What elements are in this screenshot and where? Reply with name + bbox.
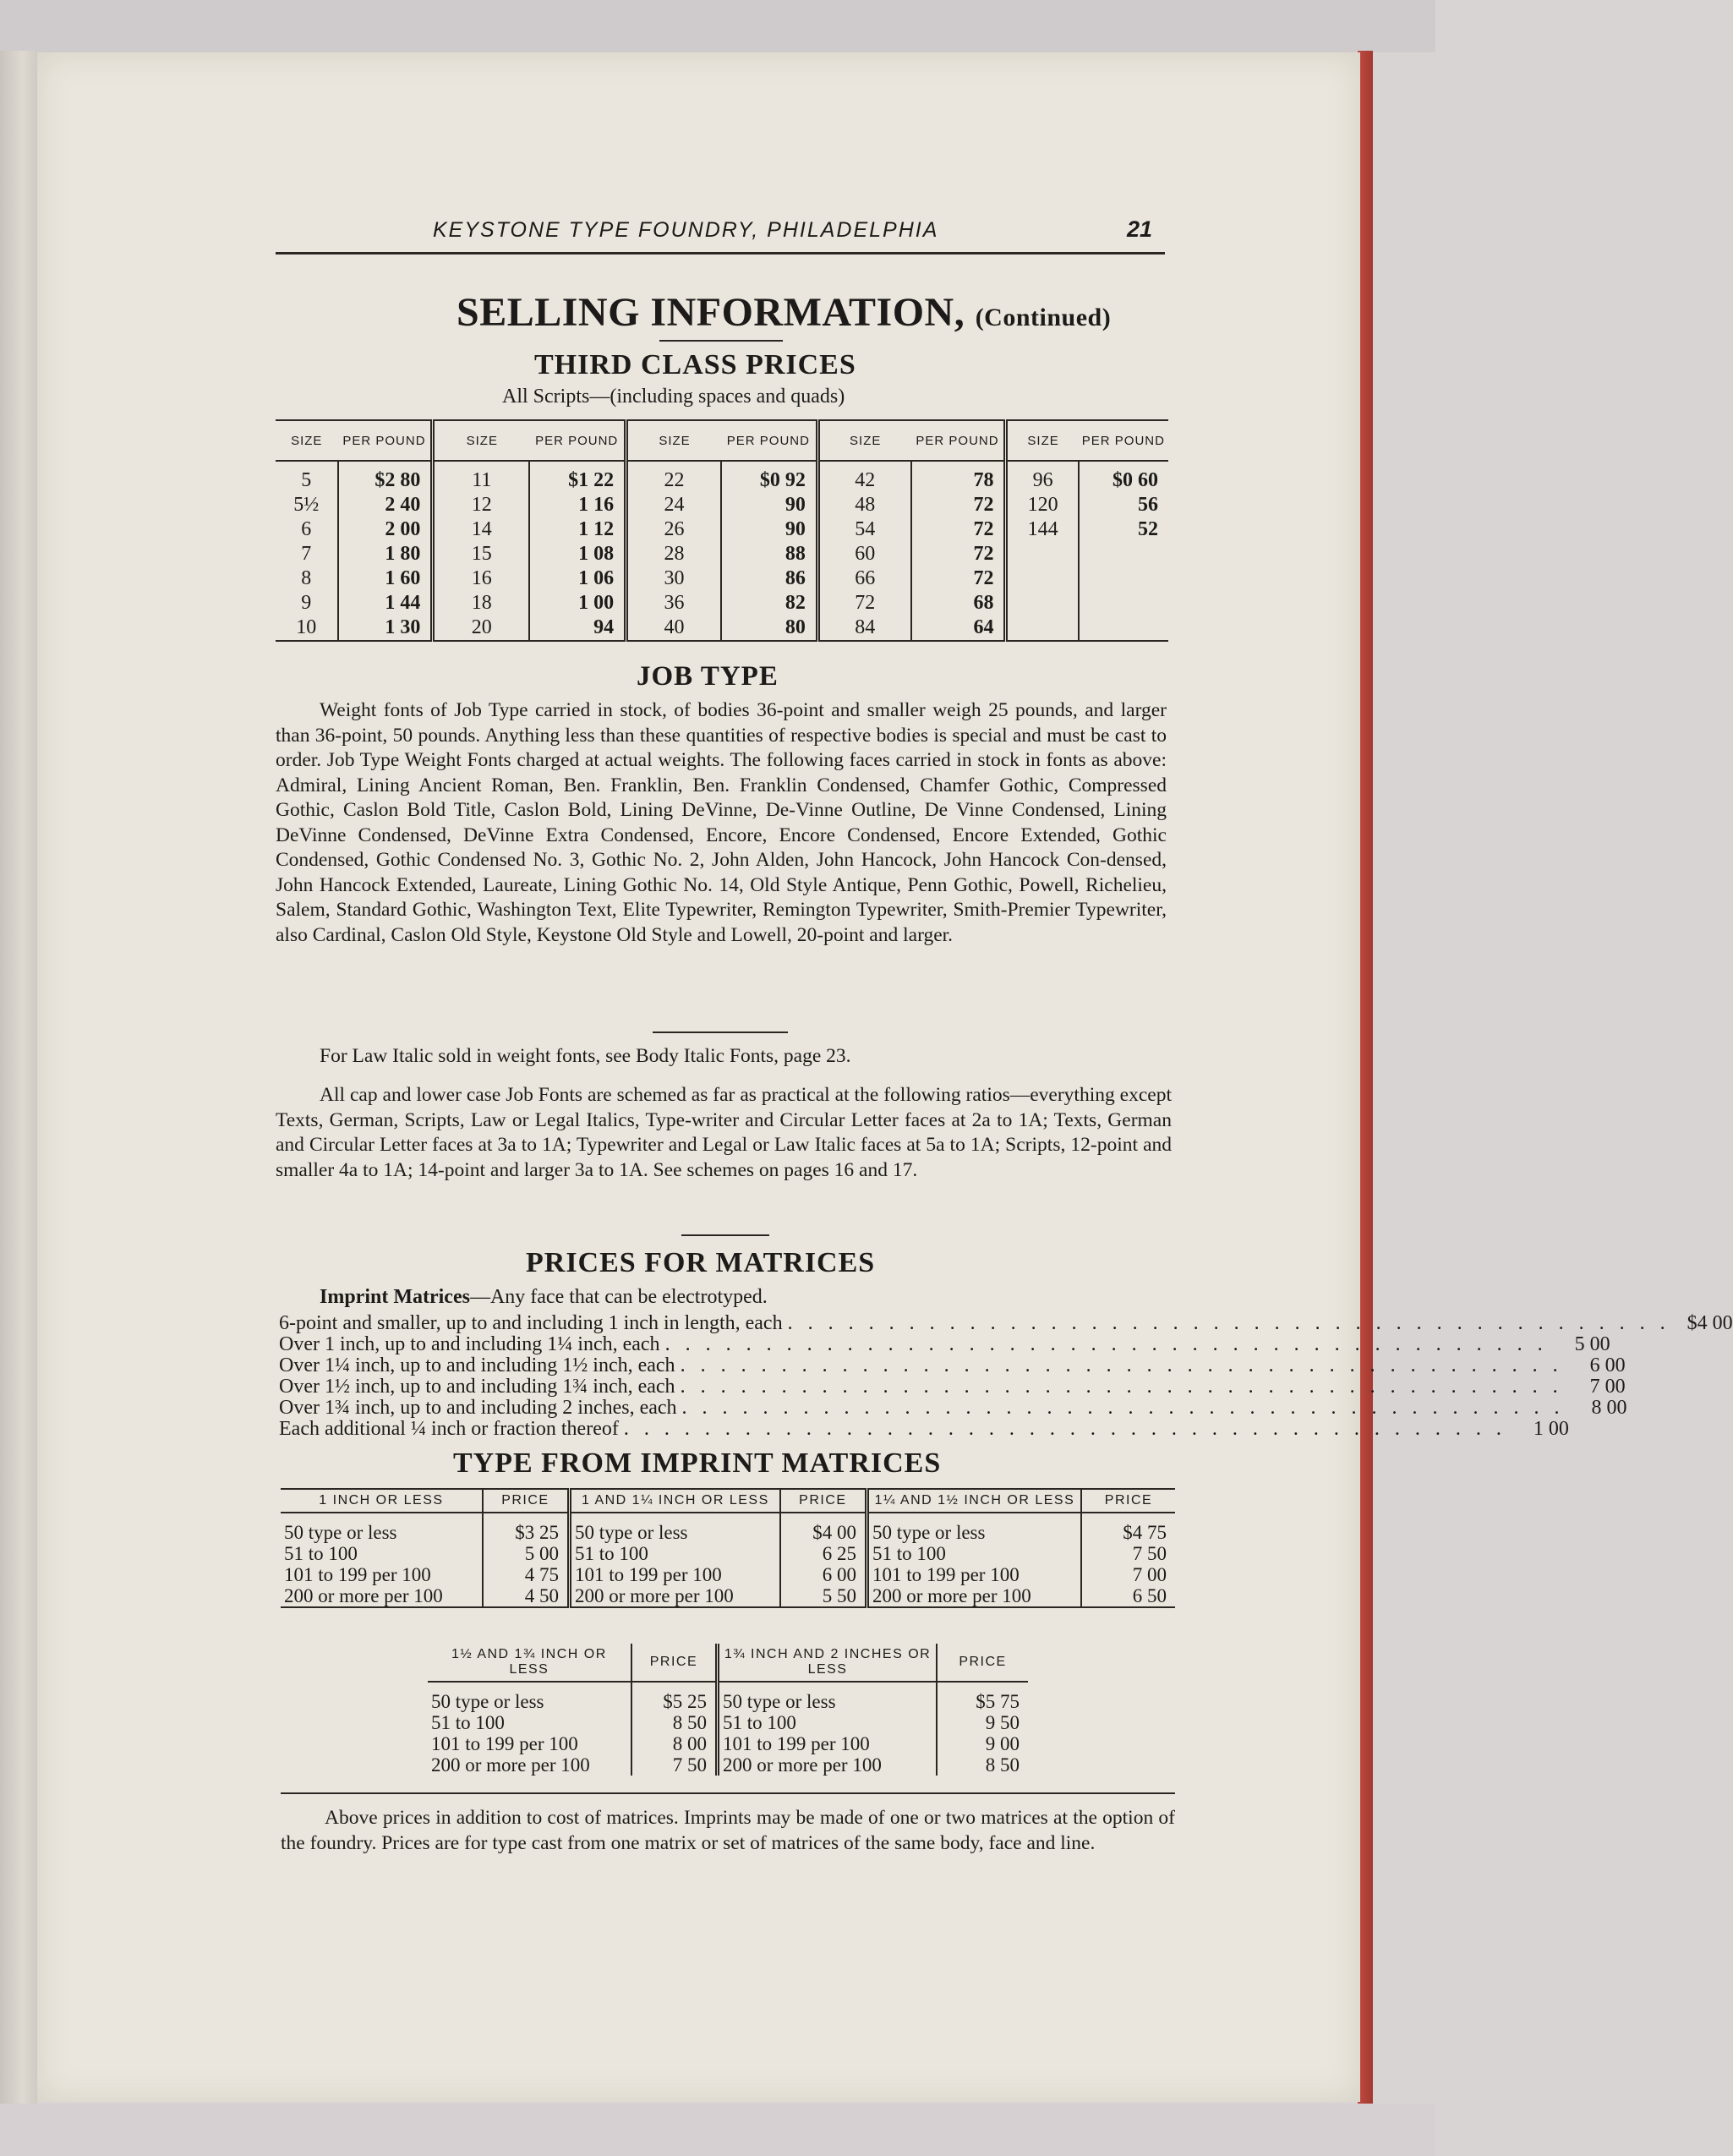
price-header: PRICE [1081, 1489, 1175, 1513]
price-cell: 80 [721, 616, 817, 641]
qty-cell: 200 or more per 100 [718, 1754, 938, 1776]
price-cell: 1 44 [338, 591, 433, 616]
price-cell: 5 00 [483, 1543, 570, 1564]
qty-cell: 200 or more per 100 [281, 1585, 483, 1607]
price-cell [1079, 542, 1168, 566]
size-cell: 8 [276, 566, 338, 591]
price-cell: 8 50 [985, 1754, 1020, 1776]
table-row [428, 1754, 1028, 1776]
table-header-row [428, 1644, 1028, 1682]
size-cell: 60 [817, 542, 910, 566]
qty-cell: 50 type or less [718, 1682, 938, 1712]
table-row [428, 1712, 1028, 1733]
size-cell [1006, 566, 1079, 591]
size-cell: 28 [626, 542, 721, 566]
price-cell: 56 [1138, 494, 1158, 516]
size-cell: 22 [626, 461, 721, 493]
price-cell: $0 60 [1113, 469, 1158, 491]
price-cell: 78 [911, 461, 1006, 493]
third-class-prices-table [276, 419, 1168, 642]
item-price: 8 00 [1591, 1397, 1627, 1419]
table-bottom-rule [281, 1792, 1175, 1794]
item-price: 7 00 [1589, 1376, 1626, 1398]
size-cell: 40 [626, 616, 721, 641]
size-cell: 20 [433, 616, 529, 641]
table-row [276, 493, 1168, 517]
header-rule [276, 252, 1165, 254]
page-title [456, 289, 1111, 336]
table-row [276, 566, 1168, 591]
size-cell: 11 [433, 461, 529, 493]
qty-cell: 200 or more per 100 [569, 1585, 779, 1607]
price-header: PRICE [780, 1489, 867, 1513]
table-header-row [276, 420, 1168, 461]
price-cell: 2 40 [338, 493, 433, 517]
list-item [279, 1418, 1569, 1440]
qty-cell: 200 or more per 100 [866, 1585, 1081, 1607]
price-cell: 1 06 [529, 566, 626, 591]
price-cell: 1 30 [338, 616, 433, 641]
qty-cell: 50 type or less [428, 1682, 631, 1712]
price-cell: 6 25 [780, 1543, 867, 1564]
price-cell: 82 [721, 591, 817, 616]
price-cell: 1 60 [338, 566, 433, 591]
price-cell [1079, 566, 1168, 591]
page-title-suffix: (Continued) [975, 304, 1112, 331]
size-cell: 5 [276, 461, 338, 493]
price-cell: 7 50 [631, 1754, 718, 1776]
background-top [0, 0, 1435, 52]
leader-dots: . . . . . . . . . . . . . . . . . . . . . . . . . . . . . . . . . . . . . . . . . . . . [680, 1354, 1563, 1376]
qty-cell: 51 to 100 [281, 1543, 483, 1564]
item-desc: Over 1½ inch, up to and including 1¾ inch, each [279, 1376, 675, 1398]
size-cell [1006, 591, 1079, 616]
leader-dots: . . . . . . . . . . . . . . . . . . . . . . . . . . . . . . . . . . . . . . . . . . . . [623, 1418, 1506, 1440]
size-cell: 26 [626, 517, 721, 542]
price-cell: 6 50 [1132, 1585, 1167, 1606]
size-cell: 5½ [276, 493, 338, 517]
price-cell: 1 80 [338, 542, 433, 566]
qty-cell: 200 or more per 100 [428, 1754, 631, 1776]
qty-cell: 101 to 199 per 100 [569, 1564, 779, 1585]
item-price: 5 00 [1574, 1333, 1610, 1355]
table-row [276, 616, 1168, 641]
imprint-footnote: Above prices in addition to cost of matrices. Imprints may be made of one or two matrices at the option of the foundry. Prices are for type cast from one matrix or set of matrices of the same body, face and line. [281, 1807, 1175, 1854]
imprint-type-table-2 [428, 1644, 1028, 1776]
leader-dots: . . . . . . . . . . . . . . . . . . . . . . . . . . . . . . . . . . . . . . . . . . . . [787, 1312, 1670, 1334]
table-row [276, 542, 1168, 566]
price-cell: $5 25 [631, 1682, 718, 1712]
size-cell: 36 [626, 591, 721, 616]
leader-dots: . . . . . . . . . . . . . . . . . . . . . . . . . . . . . . . . . . . . . . . . . . . . [664, 1333, 1548, 1355]
table-header-row [281, 1489, 1175, 1513]
col-header-per-pound: PER POUND [911, 420, 1006, 461]
col-header-per-pound: PER POUND [721, 420, 817, 461]
imprint-type-title: TYPE FROM IMPRINT MATRICES [453, 1447, 942, 1479]
col-header-size: SIZE [433, 420, 529, 461]
table-row [276, 517, 1168, 542]
item-price: 1 00 [1533, 1418, 1569, 1440]
price-cell: 88 [721, 542, 817, 566]
col-header-size: SIZE [1006, 420, 1079, 461]
price-header: PRICE [483, 1489, 570, 1513]
qty-cell: 101 to 199 per 100 [866, 1564, 1081, 1585]
table-row [428, 1733, 1028, 1754]
job-type-title: JOB TYPE [637, 661, 779, 692]
price-cell [1079, 616, 1168, 641]
section-rule [653, 1031, 788, 1033]
running-head: KEYSTONE TYPE FOUNDRY, PHILADELPHIA [433, 218, 939, 242]
size-cell [1006, 542, 1079, 566]
price-cell: 72 [911, 493, 1006, 517]
imprint-matrices-text: —Any face that can be electrotyped. [469, 1286, 768, 1308]
price-cell: 5 50 [780, 1585, 867, 1607]
list-item [279, 1376, 1626, 1398]
qty-cell: 101 to 199 per 100 [281, 1564, 483, 1585]
page-title-text: SELLING INFORMATION, [456, 290, 965, 335]
size-cell: 54 [817, 517, 910, 542]
qty-cell: 101 to 199 per 100 [718, 1733, 938, 1754]
price-cell: 1 08 [529, 542, 626, 566]
price-cell: $4 00 [780, 1513, 867, 1543]
price-cell: $1 22 [529, 461, 626, 493]
price-cell: 1 00 [529, 591, 626, 616]
imprint-price-list [279, 1312, 1733, 1440]
price-cell [1079, 591, 1168, 616]
price-header: PRICE [631, 1644, 718, 1682]
price-cell: 7 00 [1132, 1564, 1167, 1585]
size-cell: 30 [626, 566, 721, 591]
item-price: $4 00 [1687, 1312, 1733, 1334]
price-cell: 8 00 [631, 1733, 718, 1754]
leader-dots: . . . . . . . . . . . . . . . . . . . . . . . . . . . . . . . . . . . . . . . . . . . . [681, 1397, 1565, 1419]
matrices-title: PRICES FOR MATRICES [526, 1247, 876, 1278]
table-row [281, 1513, 1175, 1543]
size-cell: 96 [1006, 461, 1079, 493]
price-header: PRICE [937, 1644, 1028, 1682]
price-cell: 72 [911, 566, 1006, 591]
price-cell: 6 00 [780, 1564, 867, 1585]
size-cell: 48 [817, 493, 910, 517]
price-cell: 4 50 [483, 1585, 570, 1607]
size-cell: 12 [433, 493, 529, 517]
table-row [281, 1543, 1175, 1564]
font-schemes-paragraph: All cap and lower case Job Fonts are schemed as far as practical at the following ratios—everything except Texts, German, Scripts, Law or Legal Italics, Type-writer and Circular Letter faces at 2a to 1A; Texts, German and Circular Letter faces at 3a to 1A; Typewriter and Legal or Law Italic faces at 5a to 1A; Scripts, 12-point and smaller 4a to 1A; 14-point and larger 3a to 1A. See schemes on pages 16 and 17. [276, 1084, 1172, 1181]
size-cell: 16 [433, 566, 529, 591]
table-row [281, 1564, 1175, 1585]
price-cell: 8 50 [631, 1712, 718, 1733]
price-cell: 52 [1138, 518, 1158, 540]
size-cell: 15 [433, 542, 529, 566]
list-item [279, 1333, 1610, 1355]
price-cell: 90 [721, 493, 817, 517]
item-desc: 6-point and smaller, up to and including 1 inch in length, each [279, 1312, 783, 1334]
title-rule [659, 340, 783, 342]
price-cell: 68 [911, 591, 1006, 616]
table-row [281, 1585, 1175, 1607]
size-cell: 66 [817, 566, 910, 591]
col-header-size: SIZE [276, 420, 338, 461]
group-header: 1 AND 1¼ INCH OR LESS [569, 1489, 779, 1513]
size-cell: 7 [276, 542, 338, 566]
imprint-matrices-heading [320, 1286, 768, 1309]
item-desc: Over 1¼ inch, up to and including 1½ inch, each [279, 1354, 675, 1376]
list-item [279, 1397, 1627, 1419]
group-header: 1¾ INCH AND 2 INCHES OR LESS [718, 1644, 938, 1682]
section-rule [681, 1234, 769, 1236]
price-cell: 72 [911, 517, 1006, 542]
size-cell: 42 [817, 461, 910, 493]
item-price: 6 00 [1589, 1354, 1626, 1376]
size-cell: 24 [626, 493, 721, 517]
price-cell: $0 92 [721, 461, 817, 493]
col-header-size: SIZE [817, 420, 910, 461]
price-cell: 9 00 [985, 1733, 1020, 1754]
price-cell: $2 80 [338, 461, 433, 493]
price-cell: 4 75 [483, 1564, 570, 1585]
qty-cell: 50 type or less [866, 1513, 1081, 1543]
price-cell: 1 16 [529, 493, 626, 517]
size-cell: 84 [817, 616, 910, 641]
size-cell: 9 [276, 591, 338, 616]
size-cell: 144 [1006, 517, 1079, 542]
group-header: 1½ AND 1¾ INCH OR LESS [428, 1644, 631, 1682]
price-cell: 86 [721, 566, 817, 591]
third-class-note: All Scripts—(including spaces and quads) [502, 386, 845, 408]
item-desc: Over 1 inch, up to and including 1¼ inch, each [279, 1333, 660, 1355]
book-spine [0, 51, 37, 2104]
leader-dots: . . . . . . . . . . . . . . . . . . . . . . . . . . . . . . . . . . . . . . . . . . . . [680, 1376, 1563, 1398]
size-cell [1006, 616, 1079, 641]
col-header-per-pound: PER POUND [529, 420, 626, 461]
price-cell: $3 25 [483, 1513, 570, 1543]
qty-cell: 51 to 100 [718, 1712, 938, 1733]
imprint-type-table-1 [281, 1488, 1175, 1608]
qty-cell: 51 to 100 [569, 1543, 779, 1564]
job-type-paragraph: Weight fonts of Job Type carried in stock, of bodies 36-point and smaller weigh 25 pounds, and larger than 36-point, 50 pounds. Anything less than these quantities of respective bodies is special and must be cast to order. Job Type Weight Fonts charged at actual weights. The following faces carried in stock in fonts as above: Admiral, Lining Ancient Roman, Ben. Franklin, Ben. Franklin Condensed, Chamfer Gothic, Compressed Gothic, Caslon Bold Title, Caslon Bold, Lining DeVinne, De-Vinne Outline, De Vinne Condensed, Lining DeVinne Condensed, DeVinne Extra Condensed, Encore, Encore Condensed, Encore Extended, Gothic Condensed, Gothic Condensed No. 3, Gothic No. 2, John Alden, John Hancock, John Hancock Con-densed, John Hancock Extended, Laureate, Lining Gothic No. 14, Old Style Antique, Penn Gothic, Powell, Richelieu, Salem, Standard Gothic, Washington Text, Elite Typewriter, Remington Typewriter, Smith-Premier Typewriter, also Cardinal, Caslon Old Style, Keystone Old Style and Lowell, 20-point and larger. [276, 699, 1167, 946]
size-cell: 14 [433, 517, 529, 542]
table-row [428, 1682, 1028, 1712]
price-cell: 2 00 [338, 517, 433, 542]
qty-cell: 51 to 100 [866, 1543, 1081, 1564]
qty-cell: 101 to 199 per 100 [428, 1733, 631, 1754]
price-cell: 9 50 [985, 1712, 1020, 1733]
price-cell: 7 50 [1132, 1543, 1167, 1564]
col-header-size: SIZE [626, 420, 721, 461]
size-cell: 10 [276, 616, 338, 641]
item-desc: Each additional ¼ inch or fraction thereof [279, 1418, 619, 1440]
qty-cell: 51 to 100 [428, 1712, 631, 1733]
price-cell: $5 75 [976, 1691, 1020, 1712]
size-cell: 6 [276, 517, 338, 542]
col-header-per-pound: PER POUND [338, 420, 433, 461]
size-cell: 72 [817, 591, 910, 616]
price-cell: 94 [529, 616, 626, 641]
item-desc: Over 1¾ inch, up to and including 2 inches, each [279, 1397, 677, 1419]
law-italic-note: For Law Italic sold in weight fonts, see Body Italic Fonts, page 23. [320, 1045, 851, 1067]
price-cell: 64 [911, 616, 1006, 641]
page-number: 21 [1127, 216, 1153, 242]
third-class-title: THIRD CLASS PRICES [534, 349, 856, 380]
list-item [279, 1312, 1733, 1334]
price-cell: $4 75 [1123, 1522, 1167, 1543]
col-header-per-pound: PER POUND [1079, 420, 1168, 461]
group-header: 1¼ AND 1½ INCH OR LESS [866, 1489, 1081, 1513]
price-cell: 72 [911, 542, 1006, 566]
qty-cell: 50 type or less [569, 1513, 779, 1543]
table-row [276, 461, 1168, 493]
qty-cell: 50 type or less [281, 1513, 483, 1543]
size-cell: 120 [1006, 493, 1079, 517]
price-cell: 1 12 [529, 517, 626, 542]
size-cell: 18 [433, 591, 529, 616]
table-row [276, 591, 1168, 616]
imprint-matrices-label: Imprint Matrices [320, 1286, 470, 1308]
list-item [279, 1354, 1626, 1376]
background-bottom [0, 2104, 1435, 2156]
group-header: 1 INCH OR LESS [281, 1489, 483, 1513]
price-cell: 90 [721, 517, 817, 542]
